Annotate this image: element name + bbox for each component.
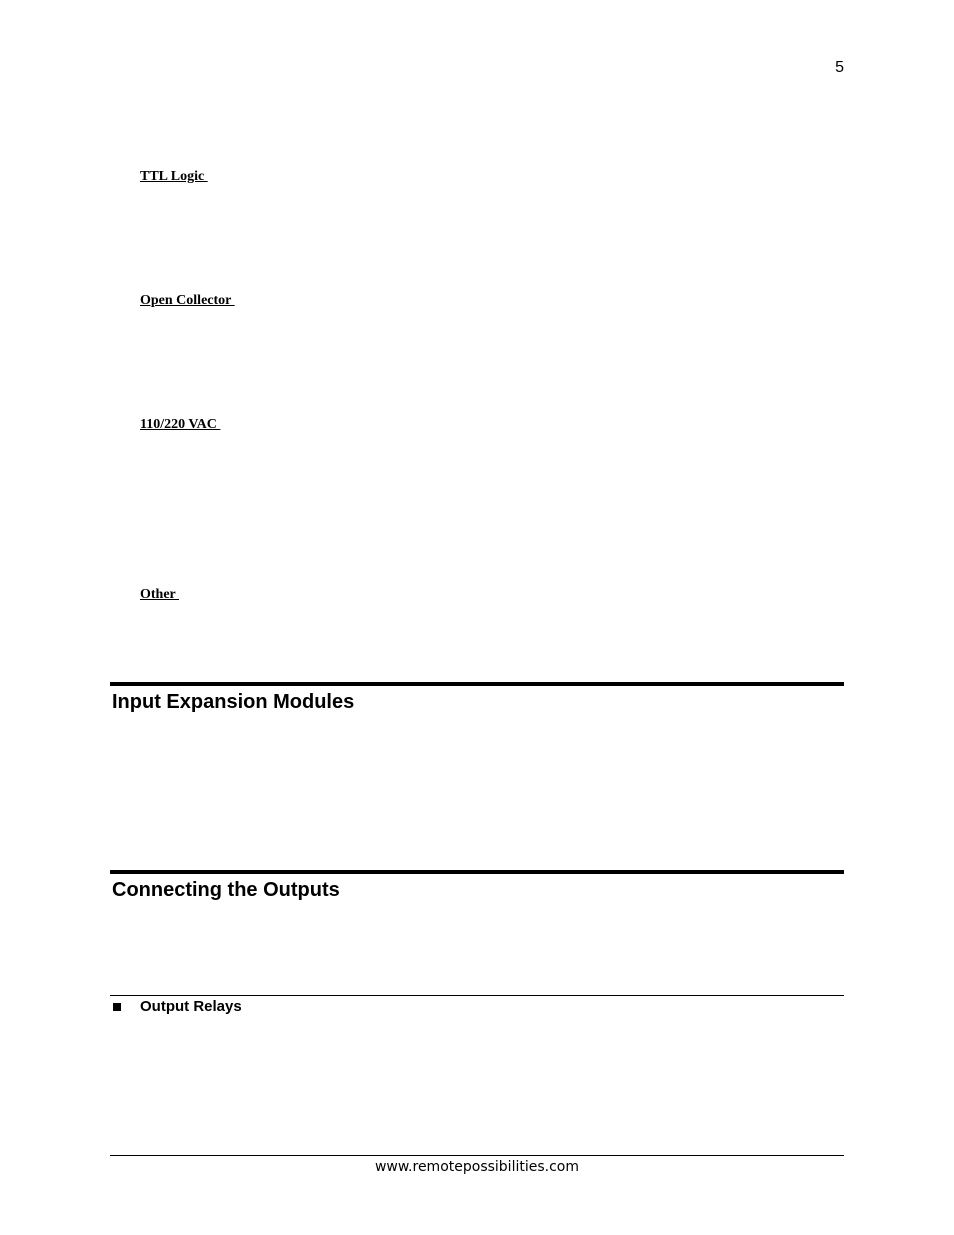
subheading-ttl-logic: TTL Logic xyxy=(140,169,208,184)
page-number: 5 xyxy=(835,59,844,76)
section-heading-connecting-outputs: Connecting the Outputs xyxy=(112,879,340,901)
subheading-110-220-vac: 110/220 VAC xyxy=(140,417,221,432)
bullet-divider-output-relays xyxy=(110,995,844,996)
section-heading-input-expansion: Input Expansion Modules xyxy=(112,691,355,713)
bullet-heading-label: Output Relays xyxy=(140,998,242,1015)
subheading-open-collector: Open Collector xyxy=(140,293,235,308)
footer-url: www.remotepossibilities.com xyxy=(374,1159,579,1175)
footer-divider xyxy=(110,1155,844,1156)
section-divider-connecting-outputs xyxy=(110,870,844,874)
section-divider-input-expansion xyxy=(110,682,844,686)
square-bullet-icon xyxy=(113,1003,121,1011)
bullet-heading-output-relays xyxy=(113,998,242,1016)
subheading-other: Other xyxy=(140,587,180,602)
